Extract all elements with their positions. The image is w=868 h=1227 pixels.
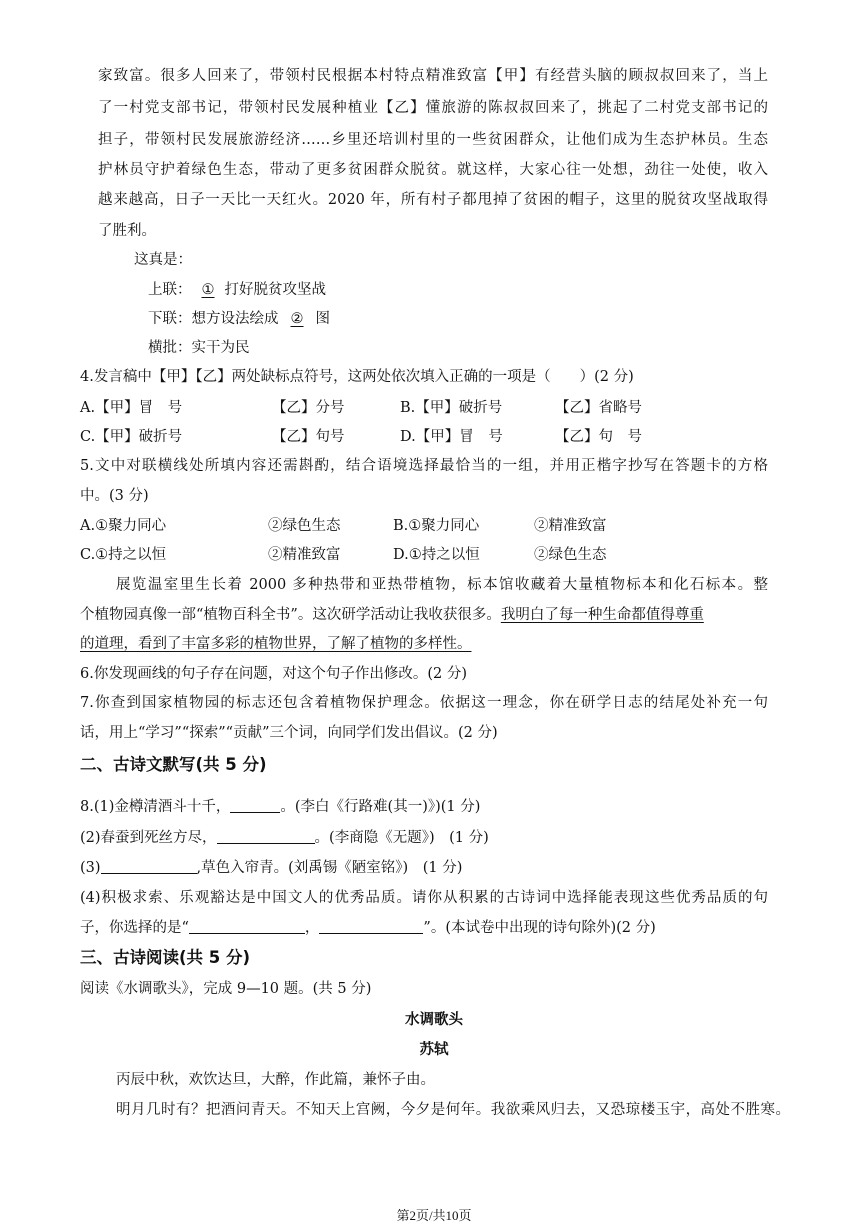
poem-line: 明月几时有？把酒问青天。不知天上宫阙，今夕是何年。我欲乘风归去，又恐琼楼玉宇，高处不胜寒。 xyxy=(116,1102,790,1118)
q5-option-a-2: ②绿色生态 xyxy=(268,518,341,534)
question-6: 6.你发现画线的句子存在问题，对这个句子作出修改。(2 分) xyxy=(80,666,467,682)
couplet-lower xyxy=(148,309,330,329)
passage-line: 了胜利。 xyxy=(98,223,156,239)
couplet-upper-text: 打好脱贫攻坚战 xyxy=(224,282,326,298)
couplet-upper xyxy=(148,280,326,300)
question-7-cont: 话，用上“学习”“探索”“贡献”三个词，向同学们发出倡议。(2 分) xyxy=(80,725,498,741)
passage-line: 了一村党支部书记，带领村民发展种植业【乙】懂旅游的陈叔叔回来了，挑起了二村党支部书记的 xyxy=(98,100,768,116)
q4-option-d: D.【甲】冒 号 xyxy=(400,429,503,445)
question-8-3 xyxy=(80,858,462,878)
answer-blank[interactable] xyxy=(230,798,280,813)
para2-plain: 个植物园真像一部“植物百科全书”。这次研学活动让我收获很多。 xyxy=(80,607,501,623)
q8-4-note: ”。(本试卷中出现的诗句除外)(2 分) xyxy=(423,920,656,936)
question-4: 4.发言稿中【甲】【乙】两处缺标点符号，这两处依次填入正确的一项是（ ）(2 分) xyxy=(80,369,634,385)
couplet-lower-text: 图 xyxy=(315,311,330,327)
q4-option-c-2: 【乙】句号 xyxy=(272,429,345,445)
underlined-sentence: 我明白了每一种生命都值得尊重 xyxy=(500,607,704,623)
underlined-sentence-cont: 的道理，看到了丰富多彩的植物世界，了解了植物的多样性。 xyxy=(80,636,472,652)
reading-intro: 阅读《水调歌头》，完成 9—10 题。(共 5 分) xyxy=(80,981,372,997)
couplet-blank-2: ② xyxy=(290,311,304,327)
poem-preface: 丙辰中秋，欢饮达旦，大醉，作此篇，兼怀子由。 xyxy=(116,1072,435,1088)
section-heading-3: 三、古诗阅读(共 5 分) xyxy=(80,948,251,967)
q4-option-d-2: 【乙】句 号 xyxy=(555,429,642,445)
passage-line: 护林员守护着绿色生态，带动了更多贫困群众脱贫。就这样，大家心往一处想，劲往一处使，收入 xyxy=(98,162,768,178)
q5-option-c-2: ②精准致富 xyxy=(268,547,341,563)
couplet-lower-label: 下联：想方设法绘成 xyxy=(148,311,279,327)
page-footer: 第2页/共10页 xyxy=(396,1208,472,1223)
poem-title: 水调歌头 xyxy=(405,1012,463,1028)
passage-line: 家致富。很多人回来了，带领村民根据本村特点精准致富【甲】有经营头脑的顾叔叔回来了，当上 xyxy=(98,68,768,84)
q8-1-source: 。(李白《行路难(其一)》)(1 分) xyxy=(280,799,481,815)
q4-option-b: B.【甲】破折号 xyxy=(400,400,503,416)
q5-option-b: B.①聚力同心 xyxy=(393,518,480,534)
couplet-blank-1: ① xyxy=(201,282,215,298)
question-5-cont: 中。(3 分) xyxy=(80,488,149,504)
question-8-4-cont xyxy=(80,918,656,938)
q8-2-text: (2)春蚕到死丝方尽， xyxy=(80,830,217,846)
q5-option-d-2: ②绿色生态 xyxy=(534,547,607,563)
q4-option-a-2: 【乙】分号 xyxy=(272,400,345,416)
answer-blank[interactable] xyxy=(217,829,315,844)
question-5: 5.文中对联横线处所填内容还需斟酌，结合语境选择最恰当的一组，并用正楷字抄写在答题卡的方格 xyxy=(80,458,768,474)
answer-blank[interactable] xyxy=(319,919,423,934)
q8-3-source: ,草色入帘青。(刘禹锡《陋室铭》) (1 分) xyxy=(196,860,463,876)
q8-1-text: 8.(1)金樽清酒斗十千， xyxy=(80,799,231,815)
passage-line: 越来越高，日子一天比一天红火。2020 年，所有村子都甩掉了贫困的帽子，这里的脱贫攻坚战取得 xyxy=(98,192,768,208)
answer-blank[interactable] xyxy=(101,859,197,874)
q4-option-b-2: 【乙】省略号 xyxy=(555,400,642,416)
q5-option-a: A.①聚力同心 xyxy=(80,518,167,534)
couplet-upper-label: 上联： xyxy=(148,282,192,298)
question-7: 7.你查到国家植物园的标志还包含着植物保护理念。依据这一理念，你在研学日志的结尾处补充一句 xyxy=(80,695,768,711)
para2-line: 展览温室里生长着 2000 多种热带和亚热带植物，标本馆收藏着大量植物标本和化石标本。整 xyxy=(116,577,768,593)
poem-author: 苏轼 xyxy=(419,1042,449,1058)
para2-line xyxy=(80,605,704,625)
question-8-4: (4)积极求索、乐观豁达是中国文人的优秀品质。请你从积累的古诗词中选择能表现这些优秀品质的句 xyxy=(80,890,768,906)
question-8-1 xyxy=(80,797,480,817)
q8-4-text: 子，你选择的是“ xyxy=(80,920,189,936)
section-heading-2: 二、古诗文默写(共 5 分) xyxy=(80,755,267,774)
q5-option-b-2: ②精准致富 xyxy=(534,518,607,534)
q8-2-source: 。(李商隐《无题》) (1 分) xyxy=(314,830,489,846)
q5-option-d: D.①持之以恒 xyxy=(393,547,480,563)
couplet-horizontal: 横批：实干为民 xyxy=(148,340,250,356)
q4-option-a: A.【甲】冒 号 xyxy=(80,400,183,416)
answer-blank[interactable] xyxy=(189,919,305,934)
q4-option-c: C.【甲】破折号 xyxy=(80,429,183,445)
couplet-intro: 这真是： xyxy=(134,252,192,268)
para2-line xyxy=(80,634,472,654)
q8-3-label: (3) xyxy=(80,860,101,876)
q8-4-comma: ， xyxy=(304,920,320,936)
q5-option-c: C.①持之以恒 xyxy=(80,547,167,563)
question-8-2 xyxy=(80,828,489,848)
passage-line: 担子，带领村民发展旅游经济……乡里还培训村里的一些贫困群众，让他们成为生态护林员。生态 xyxy=(98,132,768,148)
